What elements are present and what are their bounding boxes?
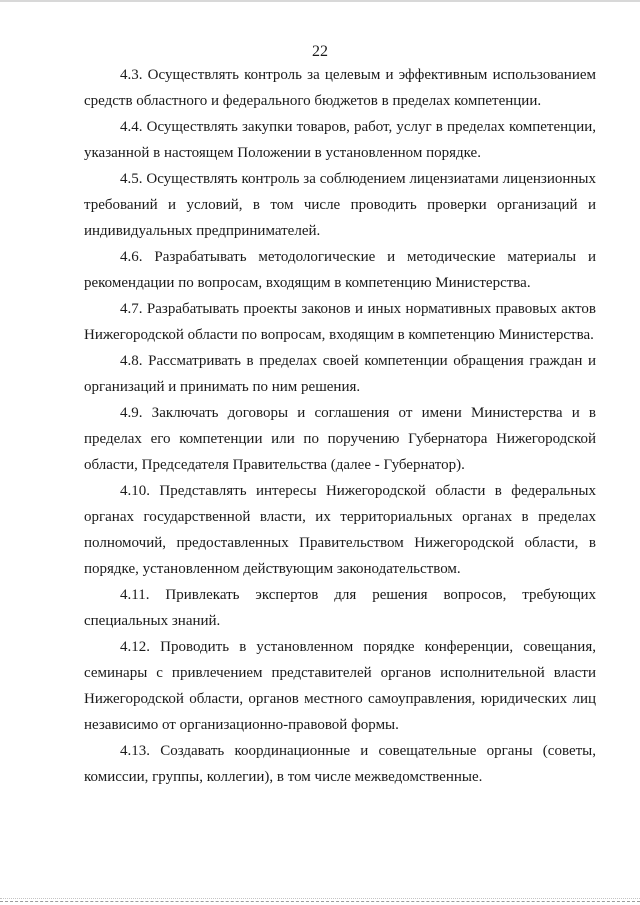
paragraph-4-7: 4.7. Разрабатывать проекты законов и иных нормативных правовых актов Нижегородской области по вопросам, входящим в компетенцию Министерства. (84, 301, 596, 343)
paragraph-4-9: 4.9. Заключать договоры и соглашения от имени Министерства и в пределах его компетенции или по поручению Губернатора Нижегородской области, Председателя Правительства (далее - Губернатор). (84, 405, 596, 473)
document-body (84, 62, 596, 790)
paragraph-4-6: 4.6. Разрабатывать методологические и методические материалы и рекомендации по вопросам, входящим в компетенцию Министерства. (84, 249, 596, 291)
scan-edge-bottom-dashed (0, 901, 640, 903)
paragraph-4-13: 4.13. Создавать координационные и совещательные органы (советы, комиссии, группы, коллегии), в том числе межведомственные. (84, 743, 596, 785)
scan-edge-bottom-dotted (0, 898, 640, 900)
paragraph-4-5: 4.5. Осуществлять контроль за соблюдением лицензиатами лицензионных требований и условий, в том числе проводить проверки организаций и индивидуальных предпринимателей. (84, 171, 596, 239)
paragraph-4-8: 4.8. Рассматривать в пределах своей компетенции обращения граждан и организаций и принимать по ним решения. (84, 353, 596, 395)
paragraph-4-4: 4.4. Осуществлять закупки товаров, работ, услуг в пределах компетенции, указанной в настоящем Положении в установленном порядке. (84, 119, 596, 161)
page-number: 22 (312, 43, 328, 60)
paragraph-4-3: 4.3. Осуществлять контроль за целевым и эффективным использованием средств областного и федерального бюджетов в пределах компетенции. (84, 67, 596, 109)
paragraph-4-10: 4.10. Представлять интересы Нижегородской области в федеральных органах государственной власти, их территориальных органах в пределах полномочий, предоставленных Правительством Нижегородской области, в порядке, установленном действующим законодательством. (84, 483, 596, 577)
paragraph-4-12: 4.12. Проводить в установленном порядке конференции, совещания, семинары с привлечением представителей органов исполнительной власти Нижегородской области, органов местного самоуправления, юридических лиц независимо от организационно-правовой формы. (84, 639, 596, 733)
scan-edge-top (0, 0, 640, 2)
paragraph-4-11: 4.11. Привлекать экспертов для решения вопросов, требующих специальных знаний. (84, 587, 596, 629)
